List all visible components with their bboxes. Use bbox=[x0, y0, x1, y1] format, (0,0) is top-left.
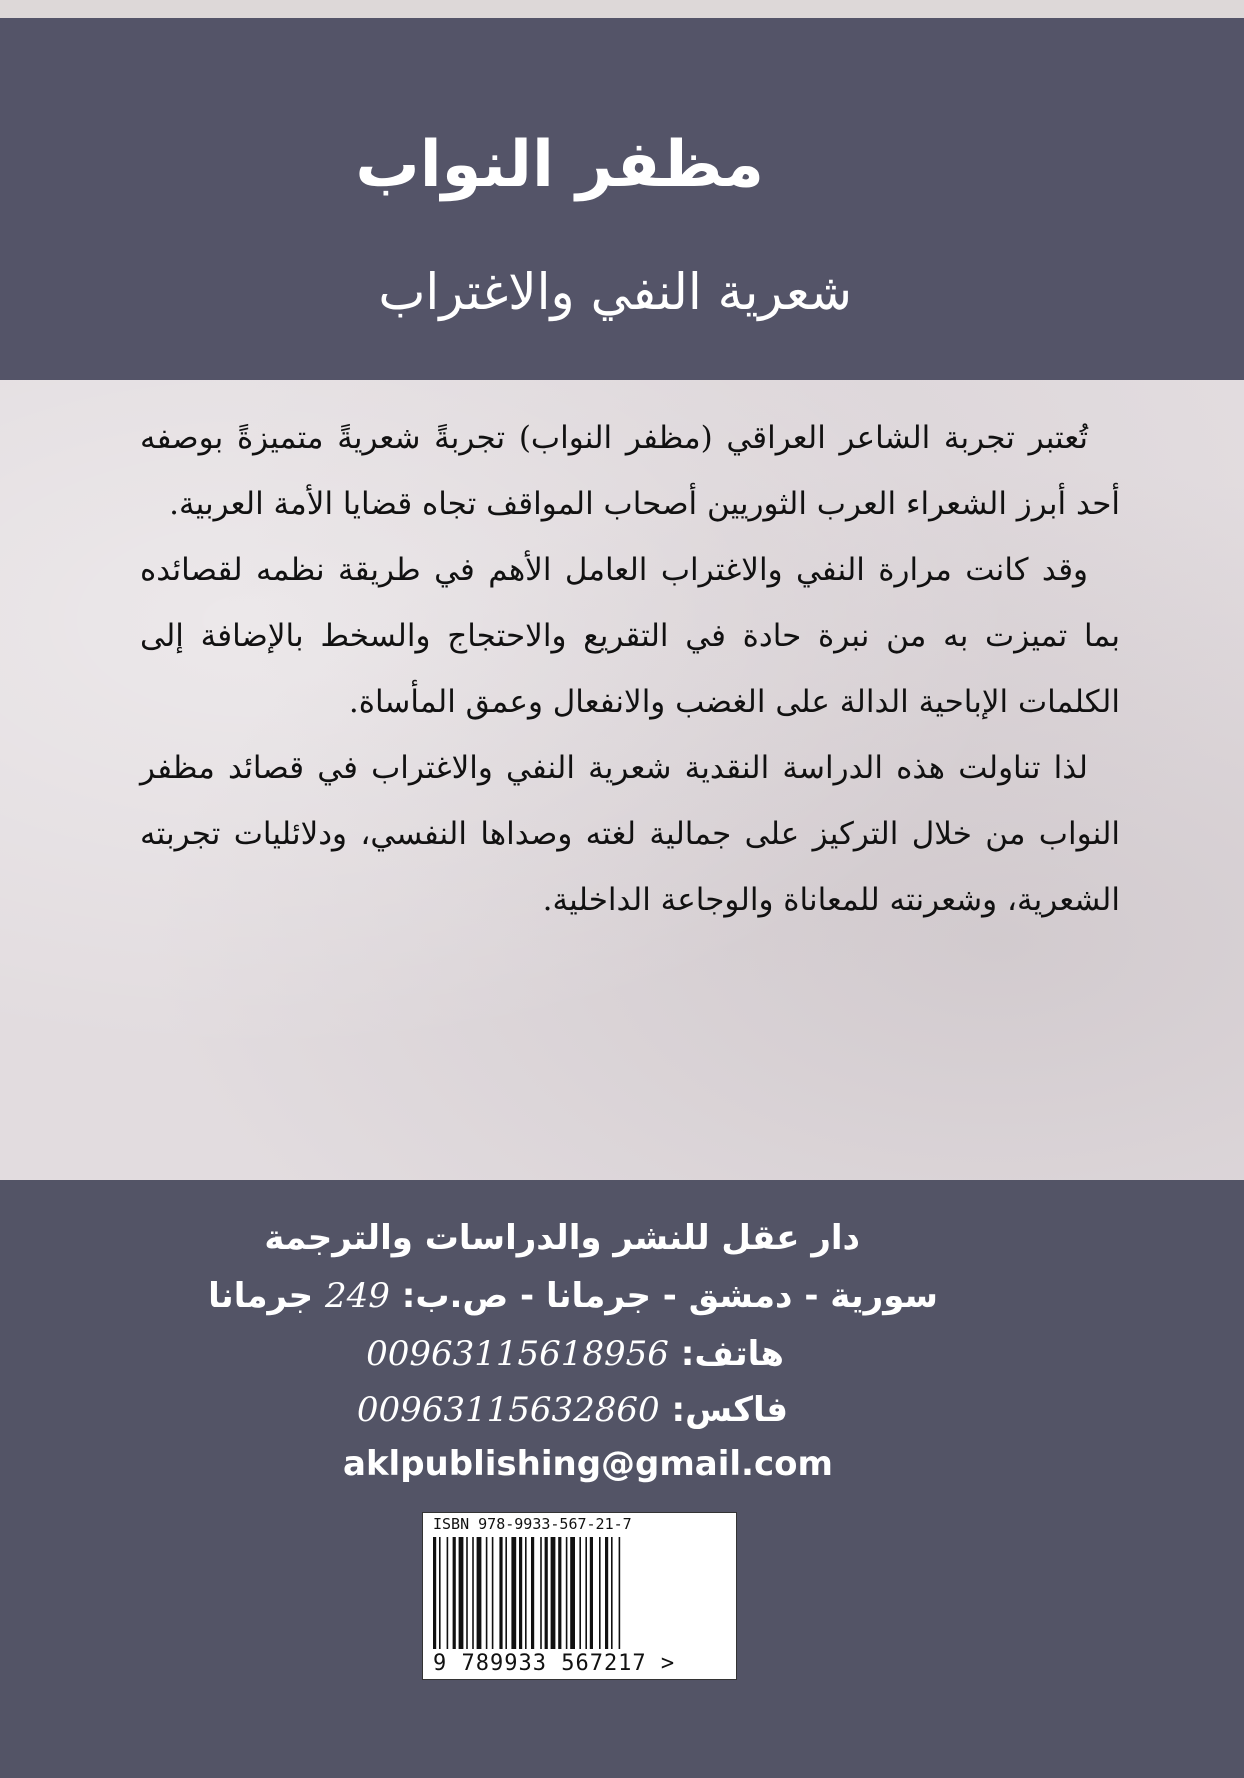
isbn-barcode bbox=[422, 1512, 737, 1680]
phone-label: هاتف: bbox=[680, 1334, 784, 1374]
barcode-bar bbox=[511, 1537, 516, 1649]
barcode-bar bbox=[519, 1537, 522, 1649]
barcode-bar bbox=[525, 1537, 527, 1649]
fax-number: 00963115632860 bbox=[356, 1390, 660, 1430]
barcode-bar bbox=[540, 1537, 542, 1649]
blurb-text bbox=[140, 405, 1120, 933]
publisher-fax bbox=[357, 1390, 788, 1430]
barcode-bar bbox=[579, 1537, 581, 1649]
barcode-bar bbox=[599, 1537, 601, 1649]
barcode-bar bbox=[472, 1537, 474, 1649]
barcode-bar bbox=[558, 1537, 561, 1649]
barcode-bar bbox=[590, 1537, 593, 1649]
barcode-bars bbox=[433, 1537, 683, 1649]
publisher-band bbox=[0, 1180, 1244, 1778]
book-title: مظفر النواب bbox=[355, 128, 764, 202]
barcode-bar bbox=[585, 1537, 587, 1649]
barcode-bar bbox=[551, 1537, 556, 1649]
isbn-label: ISBN 978-9933-567-21-7 bbox=[433, 1515, 632, 1533]
barcode-bar bbox=[505, 1537, 507, 1649]
po-box-area: جرمانا bbox=[208, 1276, 314, 1316]
fax-label: فاكس: bbox=[671, 1390, 788, 1430]
po-box-number: 249 bbox=[325, 1276, 390, 1316]
phone-number: 00963115618956 bbox=[366, 1334, 669, 1374]
barcode-bar bbox=[477, 1537, 482, 1649]
blurb-paragraph: لذا تناولت هذه الدراسة النقدية شعرية النفي والاغتراب في قصائد مظفر النواب من خلال التركيز على جمالية لغته وصداها النفسي، ودلائليات تجربته الشعرية، وشعرنته للمعاناة والوجاعة الداخلية. bbox=[140, 750, 1120, 918]
publisher-email: aklpublishing@gmail.com bbox=[343, 1444, 833, 1484]
blurb-area bbox=[0, 380, 1244, 1180]
barcode-bar bbox=[453, 1537, 456, 1649]
top-strip bbox=[0, 0, 1244, 18]
barcode-bar bbox=[459, 1537, 464, 1649]
barcode-bar bbox=[619, 1537, 621, 1649]
publisher-address bbox=[208, 1276, 938, 1316]
barcode-bar bbox=[492, 1537, 494, 1649]
barcode-bar bbox=[566, 1537, 568, 1649]
book-subtitle: شعرية النفي والاغتراب bbox=[378, 263, 852, 321]
blurb-paragraph: تُعتبر تجربة الشاعر العراقي (مظفر النواب) تجربةً شعريةً متميزةً بوصفه أحد أبرز الشعراء العرب الثوريين أصحاب المواقف تجاه قضايا الأمة العربية. bbox=[140, 420, 1120, 522]
barcode-bar bbox=[447, 1537, 449, 1649]
publisher-name: دار عقل للنشر والدراسات والترجمة bbox=[264, 1218, 860, 1258]
barcode-bar bbox=[570, 1537, 575, 1649]
barcode-bar bbox=[439, 1537, 441, 1649]
header-band bbox=[0, 18, 1244, 380]
barcode-bar bbox=[531, 1537, 534, 1649]
publisher-phone bbox=[366, 1334, 784, 1374]
address-text: سورية - دمشق - جرمانا - ص.ب: bbox=[401, 1276, 938, 1316]
barcode-digits: 9 789933 567217 > bbox=[433, 1651, 676, 1676]
barcode-bar bbox=[499, 1537, 502, 1649]
barcode-bar bbox=[545, 1537, 548, 1649]
barcode-bar bbox=[611, 1537, 613, 1649]
barcode-bar bbox=[486, 1537, 488, 1649]
barcode-bar bbox=[466, 1537, 468, 1649]
barcode-bar bbox=[605, 1537, 608, 1649]
blurb-paragraph: وقد كانت مرارة النفي والاغتراب العامل الأهم في طريقة نظمه لقصائده بما تميزت به من نبرة حادة في التقريع والاحتجاج والسخط بالإضافة إلى الكلمات الإباحية الدالة على الغضب والانفعال وعمق المأساة. bbox=[140, 552, 1120, 720]
barcode-bar bbox=[433, 1537, 436, 1649]
